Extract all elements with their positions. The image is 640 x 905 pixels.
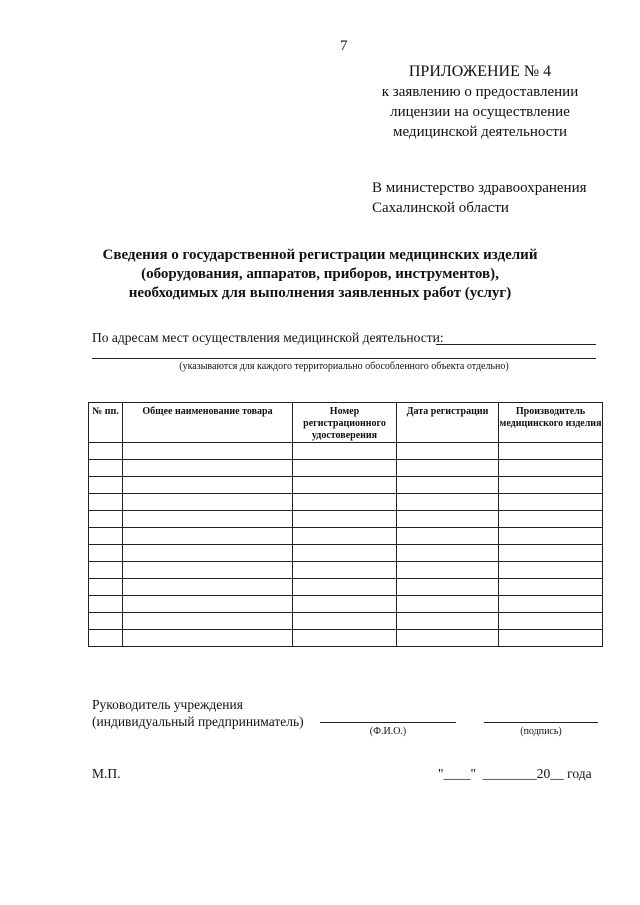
table-cell[interactable]	[397, 511, 499, 528]
header-reg-date: Дата регистрации	[397, 403, 499, 443]
table-row	[89, 511, 603, 528]
appendix-line: лицензии на осуществление	[390, 104, 570, 120]
table-cell[interactable]	[499, 443, 603, 460]
table-cell[interactable]	[397, 613, 499, 630]
header-num: № пп.	[89, 403, 123, 443]
table-cell[interactable]	[293, 494, 397, 511]
table-cell[interactable]	[89, 630, 123, 647]
appendix-title: ПРИЛОЖЕНИЕ № 4	[408, 63, 552, 80]
page-number: 7	[340, 38, 348, 54]
table-cell[interactable]	[123, 596, 293, 613]
table-cell[interactable]	[123, 460, 293, 477]
signature-input-line[interactable]	[484, 722, 598, 723]
table-row	[89, 528, 603, 545]
table-row	[89, 562, 603, 579]
table-cell[interactable]	[89, 613, 123, 630]
table-cell[interactable]	[293, 562, 397, 579]
table-row	[89, 460, 603, 477]
signature-label-line: (индивидуальный предприниматель)	[92, 714, 304, 729]
table-cell[interactable]	[293, 613, 397, 630]
table-cell[interactable]	[123, 511, 293, 528]
title-line: Сведения о государственной регистрации медицинских изделий	[102, 247, 538, 263]
table-row	[89, 596, 603, 613]
table-cell[interactable]	[89, 511, 123, 528]
goods-table	[88, 402, 603, 647]
appendix-line: к заявлению о предоставлении	[381, 84, 579, 100]
table-cell[interactable]	[397, 494, 499, 511]
table-cell[interactable]	[499, 511, 603, 528]
table-cell[interactable]	[123, 613, 293, 630]
table-row	[89, 477, 603, 494]
table-cell[interactable]	[89, 562, 123, 579]
table-row	[89, 443, 603, 460]
appendix-block	[360, 62, 600, 142]
title-line: необходимых для выполнения заявленных работ (услуг)	[128, 285, 512, 301]
table-cell[interactable]	[89, 596, 123, 613]
header-name: Общее наименование товара	[123, 403, 293, 443]
address-input-line[interactable]	[436, 344, 596, 345]
table-cell[interactable]	[499, 613, 603, 630]
table-cell[interactable]	[89, 477, 123, 494]
table-cell[interactable]	[293, 460, 397, 477]
table-row	[89, 545, 603, 562]
table-row	[89, 630, 603, 647]
table-cell[interactable]	[293, 630, 397, 647]
header-manufacturer: Производитель медицинского изделия	[499, 403, 603, 443]
table-header-row	[89, 403, 603, 443]
document-title	[60, 246, 580, 303]
signature-label-line: Руководитель учреждения	[92, 697, 243, 712]
table-cell[interactable]	[499, 630, 603, 647]
table-cell[interactable]	[397, 443, 499, 460]
table-cell[interactable]	[123, 443, 293, 460]
table-cell[interactable]	[499, 460, 603, 477]
table-cell[interactable]	[89, 460, 123, 477]
recipient-line: В министерство здравоохранения	[372, 180, 587, 196]
table-cell[interactable]	[293, 528, 397, 545]
title-line: (оборудования, аппаратов, приборов, инструментов),	[141, 266, 499, 282]
table-cell[interactable]	[499, 596, 603, 613]
table-cell[interactable]	[397, 477, 499, 494]
table-cell[interactable]	[293, 596, 397, 613]
recipient-line: Сахалинской области	[372, 200, 509, 216]
table-cell[interactable]	[123, 630, 293, 647]
header-reg-number: Номер регистрационного удостоверения	[293, 403, 397, 443]
table-cell[interactable]	[499, 494, 603, 511]
table-cell[interactable]	[89, 579, 123, 596]
table-cell[interactable]	[397, 596, 499, 613]
table-cell[interactable]	[89, 443, 123, 460]
table-cell[interactable]	[499, 562, 603, 579]
table-cell[interactable]	[123, 579, 293, 596]
table-cell[interactable]	[123, 545, 293, 562]
table-cell[interactable]	[397, 562, 499, 579]
address-hint: (указываются для каждого территориально обособленного объекта отдельно)	[179, 361, 509, 372]
recipient-block	[372, 178, 587, 218]
signature-label	[92, 696, 304, 730]
table-cell[interactable]	[397, 630, 499, 647]
table-cell[interactable]	[89, 545, 123, 562]
table-cell[interactable]	[293, 477, 397, 494]
table-cell[interactable]	[499, 477, 603, 494]
fio-input-line[interactable]	[320, 722, 456, 723]
table-cell[interactable]	[397, 579, 499, 596]
address-input-line-2[interactable]	[92, 358, 596, 359]
signature-caption: (подпись)	[520, 726, 562, 737]
table-row	[89, 579, 603, 596]
table-cell[interactable]	[123, 494, 293, 511]
address-label: По адресам мест осуществления медицинской деятельности:	[92, 330, 444, 345]
table-cell[interactable]	[89, 528, 123, 545]
table-cell[interactable]	[397, 460, 499, 477]
table-row	[89, 613, 603, 630]
table-cell[interactable]	[293, 511, 397, 528]
table-cell[interactable]	[499, 579, 603, 596]
table-cell[interactable]	[499, 528, 603, 545]
table-cell[interactable]	[499, 545, 603, 562]
table-cell[interactable]	[123, 562, 293, 579]
table-cell[interactable]	[123, 528, 293, 545]
table-cell[interactable]	[293, 579, 397, 596]
fio-caption: (Ф.И.О.)	[369, 726, 407, 737]
date-line: "____" ________20__ года	[438, 766, 592, 781]
table-cell[interactable]	[293, 443, 397, 460]
table-cell[interactable]	[293, 545, 397, 562]
table-row	[89, 494, 603, 511]
table-cell[interactable]	[397, 528, 499, 545]
table-cell[interactable]	[123, 477, 293, 494]
table-cell[interactable]	[397, 545, 499, 562]
appendix-line: медицинской деятельности	[392, 124, 568, 140]
seal-label: М.П.	[92, 766, 121, 781]
table-cell[interactable]	[89, 494, 123, 511]
